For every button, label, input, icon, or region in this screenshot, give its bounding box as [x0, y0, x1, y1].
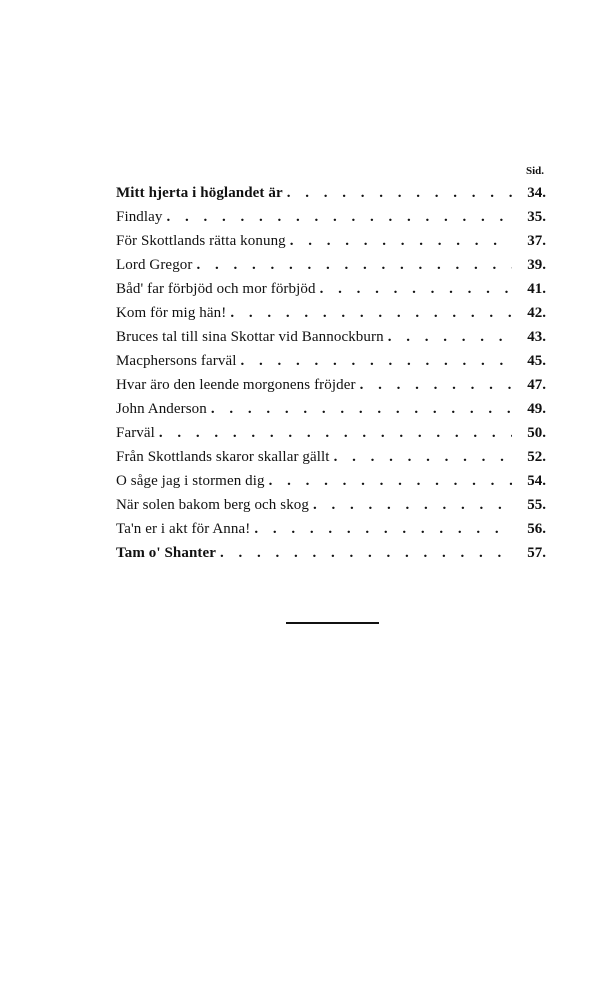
toc-entry-title: Ta'n er i akt för Anna! — [116, 521, 251, 537]
toc-entry-title: För Skottlands rätta konung — [116, 233, 286, 249]
dot-leader — [241, 349, 512, 373]
toc-entry-page: 57. — [527, 545, 546, 561]
dot-leader — [320, 277, 512, 301]
toc-entry — [116, 541, 546, 565]
toc-entry-title: John Anderson — [116, 401, 207, 417]
toc-entry-page: 54. — [527, 473, 546, 489]
toc-entry-title: Kom för mig hän! — [116, 305, 227, 321]
toc-entry-title: Mitt hjerta i höglandet är — [116, 185, 283, 201]
toc-entry-title: Findlay — [116, 209, 163, 225]
dot-leader — [360, 373, 512, 397]
toc-entry — [116, 445, 546, 469]
dot-leader — [313, 493, 512, 517]
toc-entry-title: När solen bakom berg och skog — [116, 497, 309, 513]
toc-entry-page: 34. — [527, 185, 546, 201]
toc-entry-title: Lord Gregor — [116, 257, 193, 273]
section-divider-rule — [286, 622, 379, 624]
toc-entry-page: 39. — [527, 257, 546, 273]
toc-entry — [116, 253, 546, 277]
toc-entry-page: 42. — [527, 305, 546, 321]
toc-entry — [116, 397, 546, 421]
dot-leader — [287, 181, 512, 205]
toc-entry-page: 41. — [527, 281, 546, 297]
toc-entry-title: Macphersons farväl — [116, 353, 237, 369]
toc-entry — [116, 181, 546, 205]
toc-entry-title: Bruces tal till sina Skottar vid Bannockburn — [116, 329, 384, 345]
toc-entry — [116, 301, 546, 325]
toc-entry — [116, 325, 546, 349]
dot-leader — [220, 541, 512, 565]
dot-leader — [290, 229, 512, 253]
toc-entry-page: 50. — [527, 425, 546, 441]
dot-leader — [269, 469, 512, 493]
toc-entry — [116, 421, 546, 445]
toc-entry-title: Tam o' Shanter — [116, 545, 217, 561]
toc-entry-title: Från Skottlands skaror skallar gällt — [116, 449, 330, 465]
toc-entry-page: 55. — [527, 497, 546, 513]
toc-entry-page: 37. — [527, 233, 546, 249]
dot-leader — [254, 517, 512, 541]
table-of-contents — [116, 181, 546, 565]
toc-entry-title: Farväl — [116, 425, 155, 441]
dot-leader — [230, 301, 512, 325]
dot-leader — [211, 397, 512, 421]
toc-entry — [116, 373, 546, 397]
toc-entry — [116, 493, 546, 517]
toc-entry — [116, 229, 546, 253]
toc-entry-page: 47. — [527, 377, 546, 393]
dot-leader — [159, 421, 512, 445]
toc-entry — [116, 469, 546, 493]
toc-entry — [116, 517, 546, 541]
dot-leader — [334, 445, 512, 469]
toc-entry — [116, 349, 546, 373]
toc-entry — [116, 277, 546, 301]
toc-entry-title: O såge jag i stormen dig — [116, 473, 265, 489]
dot-leader — [388, 325, 512, 349]
toc-entry-page: 45. — [527, 353, 546, 369]
toc-entry-page: 35. — [527, 209, 546, 225]
toc-entry-title: Båd' far förbjöd och mor förbjöd — [116, 281, 316, 297]
toc-entry — [116, 205, 546, 229]
toc-entry-title: Hvar äro den leende morgonens fröjder — [116, 377, 356, 393]
toc-entry-page: 49. — [527, 401, 546, 417]
toc-entry-page: 52. — [527, 449, 546, 465]
dot-leader — [167, 205, 512, 229]
dot-leader — [197, 253, 513, 277]
toc-entry-page: 43. — [527, 329, 546, 345]
page-column-header: Sid. — [525, 165, 544, 177]
toc-entry-page: 56. — [527, 521, 546, 537]
